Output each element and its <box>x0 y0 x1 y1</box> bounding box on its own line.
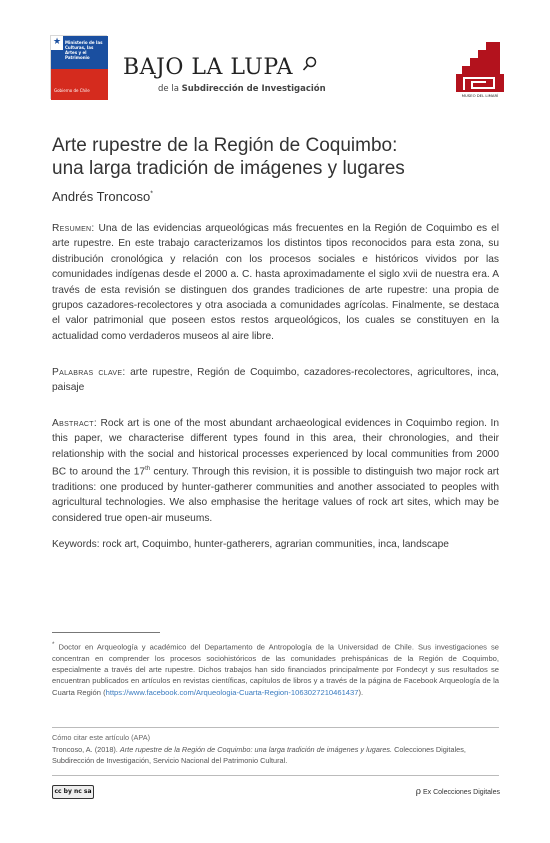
star-icon: ★ <box>53 37 62 47</box>
citation-suffix: Colecciones Digitales, Subdirección de Investigación, Servicio Nacional del Patrimonio Cultural. <box>52 745 466 765</box>
citation <box>52 745 499 767</box>
resumen-text: Una de las evidencias arqueológicas más frecuentes en la Región de Coquimbo es el arte rupestre. En este trabajo caracterizamos los distintos tipos reconocidos para esta zona, su distribución cronológica y relación con los procesos sociales e históricos vividos por las comunidades indígenas desde el 2000 a. C. hasta aproximadamente el siglo xvii de nuestra era. A través de esta revisión se distinguen dos grandes tradiciones de arte rupestre: una propia de grupos cazadores-recolectores y otra asociada a comunidades agrícolas. Finalmente, se destaca el valor patrimonial que poseen estos restos arqueológicos, los cuales se constituyen en la actualidad como verdaderos museos al aire libre. <box>52 223 499 342</box>
series-subtitle-prefix: de la <box>158 84 182 94</box>
series-subtitle <box>158 84 326 94</box>
facebook-link[interactable]: https://www.facebook.com/Arqueologia-Cuarta-Region-1063027210461437 <box>105 687 359 697</box>
footnote-text: Doctor en Arqueología y académico del Departamento de Antropología de la Universidad de Chile. Sus investigaciones se concentran en comprender los procesos sociohistóricos de las comunidades prehispánicas de la Región de Coquimbo, especialmente a través del arte rupestre. Dichos trabajos han sido financiados principalmente por Fondecyt y sus resultados se encuentran publicados en artículos en revistas científicas, capítulos de libros y a través de la página de Facebook Arqueología de la Cuarta Región ( <box>52 642 499 697</box>
palabras-clave-text: arte rupestre, Región de Coquimbo, cazadores-recolectores, agricultores, inca, paisaje <box>52 367 499 394</box>
author-footnote <box>52 639 499 698</box>
series-title <box>123 55 318 80</box>
series-subtitle-bold: Subdirección de Investigación <box>181 84 326 94</box>
palabras-clave-label: Palabras clave: <box>52 367 126 378</box>
series-title-text: BAJO LA LUPA <box>123 55 294 80</box>
ministry-logo-subtext: Gobierno de Chile <box>54 88 90 93</box>
footnote-mark: * <box>52 641 55 648</box>
abstract-sup: th <box>145 466 151 473</box>
article-title-line1: Arte rupestre de la Región de Coquimbo: <box>52 135 398 156</box>
palabras-clave-paragraph <box>52 365 499 396</box>
citation-title: Arte rupestre de la Región de Coquimbo: una larga tradición de imágenes y lugares. <box>119 745 393 754</box>
author-name: Andrés Troncoso <box>52 189 151 204</box>
footnote-text-end: ). <box>358 687 364 697</box>
creative-commons-license-badge[interactable]: cc by nc sa <box>52 785 94 799</box>
museum-label: MUSEO DEL LIMARÍ <box>461 93 499 98</box>
citation-divider-bottom <box>52 775 499 776</box>
citation-divider-top <box>52 727 499 728</box>
magnifier-icon: ρ <box>415 787 421 797</box>
footnote-divider <box>52 632 160 633</box>
article-title-line2: una larga tradición de imágenes y lugares <box>52 158 405 179</box>
ministry-logo <box>50 35 107 99</box>
citation-prefix: Troncoso, A. (2018). <box>52 745 120 754</box>
resumen-label: Resumen: <box>52 223 95 234</box>
abstract-text-a: Rock art is one of the most abundant archaeological evidences in Coquimbo region. In this paper, we characterise different types found in this area, their chronologies, and their relationship with the social and historical processes experienced by local communities from 2000 BC to around the 17 <box>52 418 499 478</box>
author <box>52 189 153 204</box>
abstract-text-b: century. Through this revision, it is possible to distinguish two major rock art traditions: one produced by hunter-gatherer communities and another associated to peoples with agricultural technologies. We also emphasise the heritage values of rock art sites, which may be considered true open-air museums. <box>52 466 500 524</box>
ministry-logo-text: Ministerio de las Culturas, las Artes y el Patrimonio <box>65 40 103 60</box>
resumen-paragraph <box>52 221 499 344</box>
abstract-label: Abstract: <box>52 418 97 429</box>
footer-brand <box>390 787 500 797</box>
footer-brand-text: Ex Colecciones Digitales <box>422 789 500 796</box>
magnifier-icon <box>302 56 318 74</box>
keywords-paragraph: Keywords: rock art, Coquimbo, hunter-gatherers, agrarian communities, inca, landscape <box>52 539 449 550</box>
citation-label: Cómo citar este artículo (APA) <box>52 733 150 742</box>
author-footnote-mark: * <box>150 190 154 198</box>
article-title <box>52 134 512 180</box>
abstract-paragraph <box>52 416 499 526</box>
